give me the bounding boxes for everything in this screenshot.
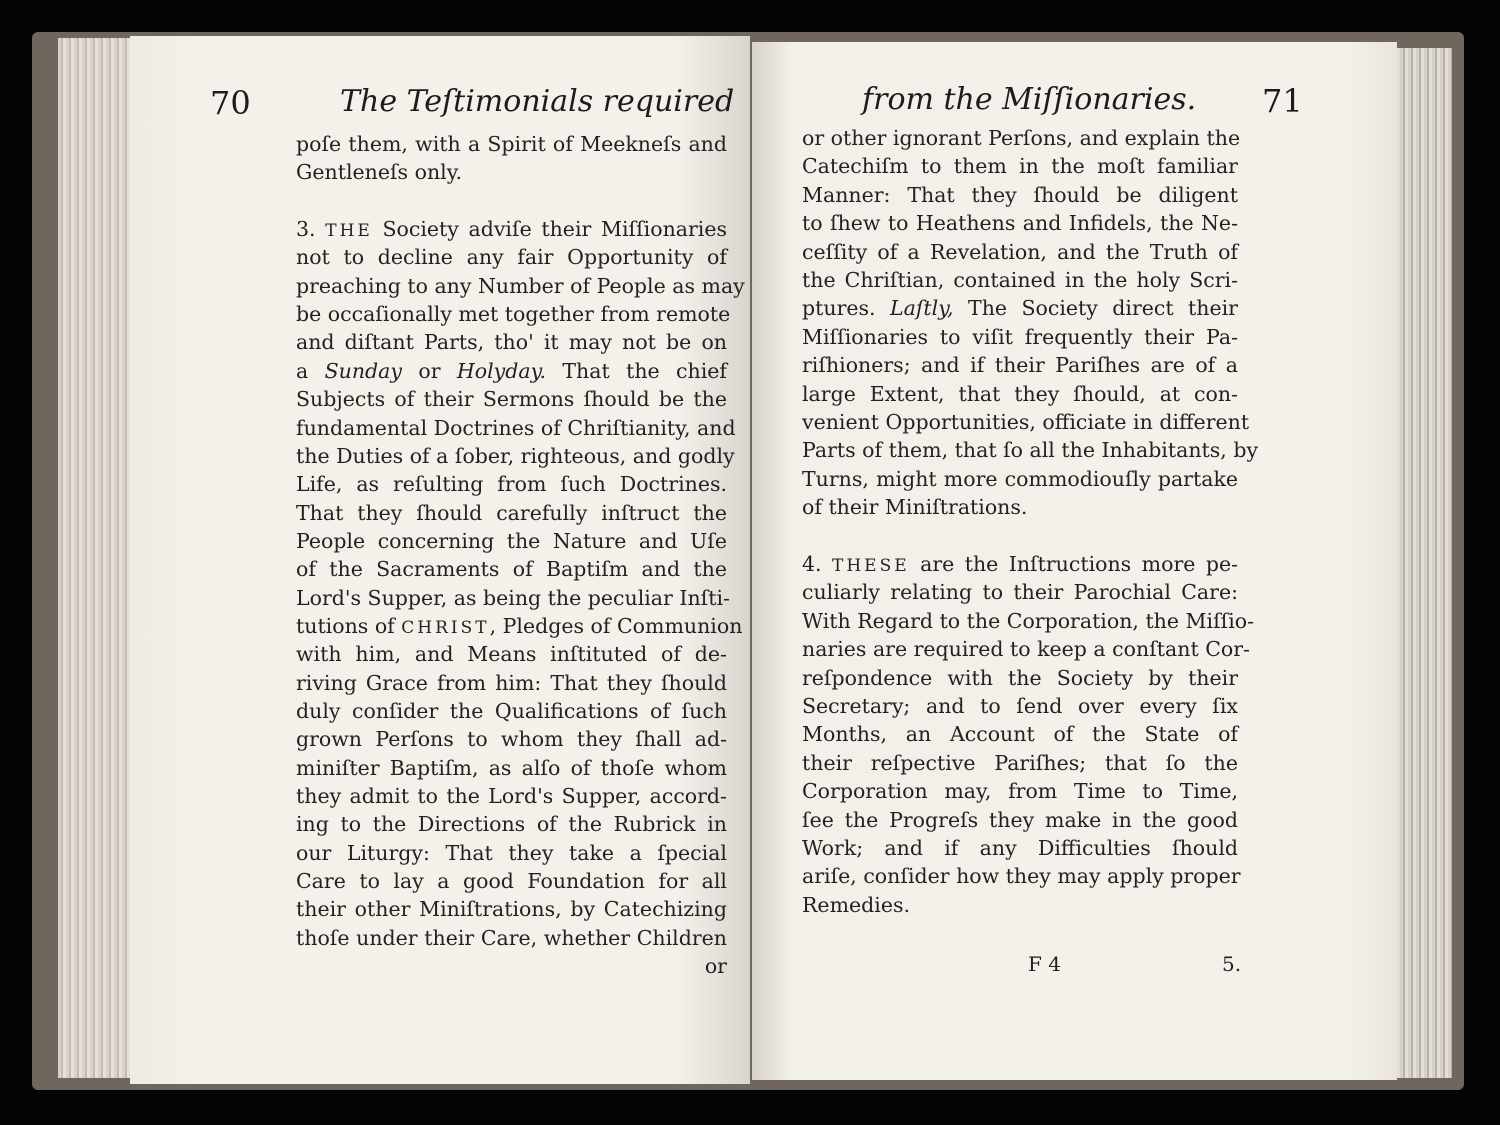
text-span: the Chriſtian, contained in the holy Scri- bbox=[802, 268, 1238, 292]
text-span: That they ſhould carefully inſtruct the bbox=[296, 500, 727, 525]
text-span: miniſter Baptiſm, as alſo of thoſe whom bbox=[296, 755, 727, 780]
text-span: reſpondence with the Society by their bbox=[802, 665, 1238, 690]
text-span: venient Opportunities, officiate in different bbox=[802, 410, 1250, 434]
text-line bbox=[802, 410, 1250, 434]
text-span: or bbox=[704, 954, 727, 979]
text-span: to ſhew to Heathens and Infidels, the Ne- bbox=[802, 211, 1238, 236]
text-span: the Duties of a ſober, righteous, and godly bbox=[296, 443, 735, 468]
text-span: Corporation may, from Time to Time, bbox=[802, 779, 1238, 804]
text-line bbox=[802, 495, 1238, 519]
text-span: Care to lay a good Foundation for all bbox=[296, 869, 727, 894]
text-line bbox=[296, 443, 735, 468]
text-line bbox=[296, 699, 727, 723]
text-span: ing to the Directions of the Rubrick in bbox=[296, 812, 727, 837]
text-line bbox=[296, 217, 727, 241]
text-line bbox=[296, 330, 727, 354]
text-line bbox=[802, 325, 1238, 349]
text-span: they admit to the Lord's Supper, accord- bbox=[296, 784, 727, 809]
text-span: Work; and if any Difficulties ſhould bbox=[802, 836, 1238, 860]
text-line bbox=[802, 268, 1238, 292]
text-line bbox=[296, 472, 727, 496]
text-span: riving Grace from him: That they ſhould bbox=[296, 670, 727, 695]
text-line bbox=[296, 302, 731, 327]
text-span: ptures. bbox=[802, 296, 890, 321]
text-line bbox=[802, 779, 1238, 803]
text-span: ſee the Progreſs they make in the good bbox=[802, 807, 1238, 832]
text-line bbox=[802, 808, 1238, 832]
text-span: Subjects of their Sermons ſhould be the bbox=[296, 387, 727, 412]
text-span: Remedies. bbox=[802, 892, 910, 917]
text-span: THE bbox=[325, 221, 373, 242]
text-span: , Pledges of Communion bbox=[489, 613, 743, 638]
text-line bbox=[296, 727, 727, 751]
text-span: Life, as reſulting from ſuch Doctrines. bbox=[296, 472, 727, 497]
text-line bbox=[296, 841, 727, 865]
text-span: Society adviſe their Miſſionaries bbox=[372, 217, 728, 242]
text-line bbox=[296, 585, 730, 610]
text-line bbox=[802, 722, 1238, 746]
text-span: 4. bbox=[802, 552, 833, 576]
text-line bbox=[296, 501, 727, 525]
text-line bbox=[802, 382, 1238, 406]
text-line bbox=[296, 926, 727, 950]
text-line bbox=[296, 869, 727, 893]
right-page-number: 71 bbox=[1262, 82, 1303, 120]
text-span: large Extent, that they ſhould, at con- bbox=[802, 381, 1238, 406]
text-line bbox=[802, 637, 1250, 662]
text-line bbox=[802, 666, 1238, 690]
text-span: culiarly relating to their Parochial Care: bbox=[802, 580, 1238, 605]
text-line bbox=[802, 694, 1238, 718]
text-line bbox=[802, 467, 1238, 491]
text-span: Months, an Account of the State of bbox=[802, 722, 1238, 747]
text-span: be occaſionally met together from remote bbox=[296, 302, 731, 327]
text-span: Secretary; and to ſend over every ſix bbox=[802, 694, 1238, 718]
page-edges-right bbox=[1392, 48, 1452, 1078]
text-span: riſhioners; and if their Pariſhes are of a bbox=[802, 353, 1238, 378]
text-line bbox=[802, 608, 1255, 633]
text-line bbox=[296, 557, 727, 581]
italic-text: Sunday bbox=[324, 358, 402, 383]
text-span: THESE bbox=[832, 556, 910, 576]
italic-text: Laſtly, bbox=[889, 296, 954, 321]
text-line bbox=[802, 580, 1238, 604]
text-span: Miſſionaries to viſit frequently their Pa- bbox=[802, 324, 1238, 349]
italic-text: Holyday. bbox=[456, 358, 546, 383]
page-edges-left bbox=[58, 38, 138, 1078]
text-line bbox=[296, 671, 727, 695]
text-line bbox=[802, 836, 1238, 860]
text-span: thoſe under their Care, whether Children bbox=[296, 925, 727, 950]
text-span: grown Perſons to whom they ſhall ad- bbox=[296, 727, 727, 752]
text-span: Turns, might more commodiouſly partake bbox=[802, 466, 1238, 491]
left-running-head: The Teſtimonials required bbox=[340, 84, 735, 119]
text-span: Parts of them, that ſo all the Inhabitants, by bbox=[802, 438, 1259, 463]
text-span: of the Sacraments of Baptiſm and the bbox=[296, 557, 727, 582]
text-line bbox=[802, 154, 1238, 178]
text-line bbox=[802, 552, 1238, 576]
text-line bbox=[296, 784, 727, 808]
text-line bbox=[296, 613, 743, 638]
catchword: 5. bbox=[1222, 952, 1242, 976]
text-line bbox=[802, 296, 1238, 320]
text-line bbox=[296, 415, 736, 440]
text-span: preaching to any Number of People as may bbox=[296, 273, 745, 298]
text-line bbox=[296, 359, 727, 383]
text-span: People concerning the Nature and Uſe bbox=[296, 528, 727, 553]
signature-mark: F 4 bbox=[1028, 952, 1061, 976]
text-span: Manner: That they ſhould be diligent bbox=[802, 182, 1238, 207]
text-span: That the chief bbox=[545, 358, 727, 383]
text-line bbox=[802, 183, 1238, 207]
text-line bbox=[296, 245, 727, 269]
text-line bbox=[802, 438, 1259, 463]
text-span: or bbox=[402, 358, 457, 383]
text-line bbox=[802, 126, 1241, 150]
left-page-number: 70 bbox=[210, 84, 251, 122]
text-span: 3. bbox=[296, 217, 326, 242]
text-line bbox=[296, 812, 727, 836]
text-line bbox=[802, 211, 1238, 235]
text-line bbox=[802, 240, 1238, 264]
text-line bbox=[296, 387, 727, 411]
text-span: With Regard to the Corporation, the Miſſio- bbox=[802, 608, 1255, 633]
text-span: or other ignorant Perſons, and explain the bbox=[802, 126, 1241, 150]
text-span: a bbox=[296, 358, 325, 383]
text-span: CHRIST bbox=[401, 617, 490, 638]
text-span: ceſſity of a Revelation, and the Truth of bbox=[802, 239, 1238, 264]
text-span: and diſtant Parts, tho' it may not be on bbox=[296, 330, 727, 355]
text-span: duly conſider the Qualifications of ſuch bbox=[296, 699, 727, 723]
text-span: not to decline any fair Opportunity of bbox=[296, 245, 727, 270]
text-span: Lord's Supper, as being the peculiar Inſti- bbox=[296, 585, 730, 610]
text-span: tutions of bbox=[296, 613, 402, 638]
text-line bbox=[296, 756, 727, 780]
text-line bbox=[802, 864, 1241, 889]
text-span: The Society direct their bbox=[953, 296, 1238, 321]
text-span: naries are required to keep a conſtant Cor- bbox=[802, 637, 1250, 662]
text-span: ariſe, conſider how they may apply proper bbox=[802, 864, 1241, 889]
text-span: their other Miniſtrations, by Catechizing bbox=[296, 897, 727, 922]
text-line bbox=[296, 897, 727, 921]
text-line bbox=[802, 751, 1238, 775]
text-line bbox=[802, 893, 1238, 917]
text-span: Catechiſm to them in the moſt familiar bbox=[802, 154, 1238, 179]
text-line bbox=[802, 353, 1238, 377]
text-line bbox=[296, 160, 727, 184]
text-span: of their Miniſtrations. bbox=[802, 495, 1028, 520]
text-line bbox=[296, 132, 727, 156]
text-span: poſe them, with a Spirit of Meekneſs and bbox=[296, 132, 727, 156]
text-span: with him, and Means inſtituted of de- bbox=[296, 642, 727, 667]
text-span: their reſpective Pariſhes; that ſo the bbox=[802, 750, 1238, 775]
text-line bbox=[296, 273, 745, 298]
text-span: Gentleneſs only. bbox=[296, 160, 463, 185]
text-span: our Liturgy: That they take a ſpecial bbox=[296, 840, 727, 865]
text-span: fundamental Doctrines of Chriſtianity, and bbox=[296, 415, 736, 440]
text-line bbox=[296, 954, 727, 978]
text-span: are the Inſtructions more pe- bbox=[909, 552, 1239, 576]
right-running-head: from the Miſſionaries. bbox=[862, 82, 1197, 117]
text-line bbox=[296, 642, 727, 666]
text-line bbox=[296, 529, 727, 553]
